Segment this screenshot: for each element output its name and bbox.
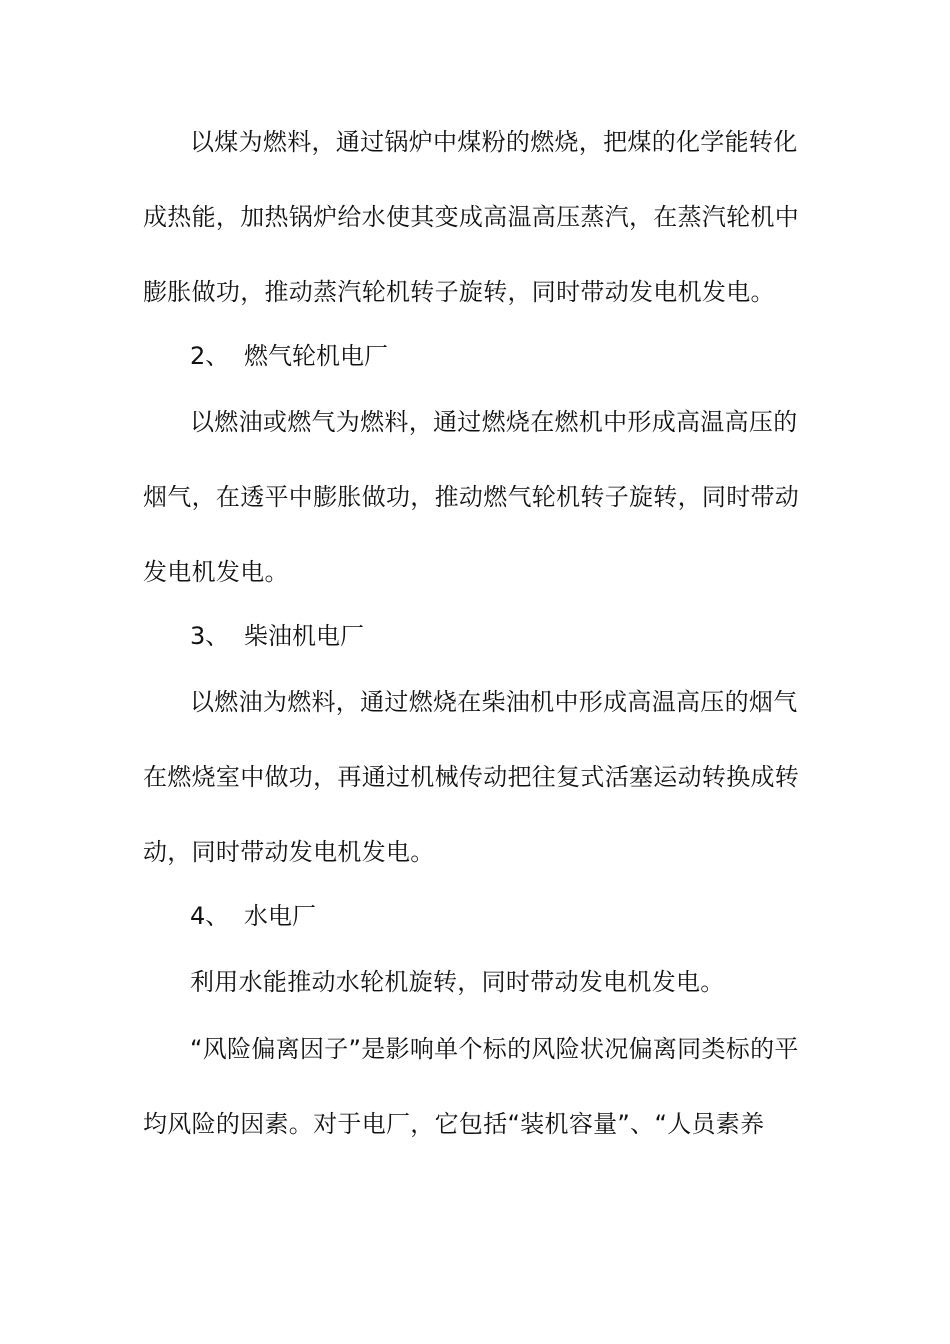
heading-number: 3、 bbox=[190, 622, 230, 650]
heading-gas-turbine bbox=[190, 340, 388, 372]
paragraph-gas-line-2: 烟气，在透平中膨胀做功，推动燃气轮机转子旋转，同时带动 bbox=[143, 483, 800, 511]
paragraph-coal-line-3: 膨胀做功，推动蒸汽轮机转子旋转，同时带动发电机发电。 bbox=[143, 278, 775, 306]
heading-hydro bbox=[190, 900, 316, 932]
heading-title: 燃气轮机电厂 bbox=[244, 342, 388, 370]
paragraph-diesel-line-3: 动，同时带动发电机发电。 bbox=[143, 838, 435, 866]
heading-number: 2、 bbox=[190, 342, 230, 370]
paragraph-coal-line-2: 成热能，加热锅炉给水使其变成高温高压蒸汽，在蒸汽轮机中 bbox=[143, 203, 800, 231]
heading-diesel bbox=[190, 620, 364, 652]
paragraph-hydro-line-1: 利用水能推动水轮机旋转，同时带动发电机发电。 bbox=[190, 968, 725, 996]
heading-title: 柴油机电厂 bbox=[244, 622, 364, 650]
heading-number: 4、 bbox=[190, 902, 230, 930]
paragraph-risk-line-2: 均风险的因素。对于电厂，它包括“装机容量”、“人员素养 bbox=[143, 1110, 765, 1138]
heading-title: 水电厂 bbox=[244, 902, 316, 930]
paragraph-diesel-line-2: 在燃烧室中做功，再通过机械传动把往复式活塞运动转换成转 bbox=[143, 763, 800, 791]
paragraph-risk-line-1: “风险偏离因子”是影响单个标的风险状况偏离同类标的平 bbox=[190, 1035, 799, 1063]
paragraph-diesel-line-1: 以燃油为燃料，通过燃烧在柴油机中形成高温高压的烟气 bbox=[190, 688, 798, 716]
paragraph-coal-line-1: 以煤为燃料，通过锅炉中煤粉的燃烧，把煤的化学能转化 bbox=[190, 128, 798, 156]
paragraph-gas-line-1: 以燃油或燃气为燃料，通过燃烧在燃机中形成高温高压的 bbox=[190, 408, 798, 436]
paragraph-gas-line-3: 发电机发电。 bbox=[143, 558, 289, 586]
